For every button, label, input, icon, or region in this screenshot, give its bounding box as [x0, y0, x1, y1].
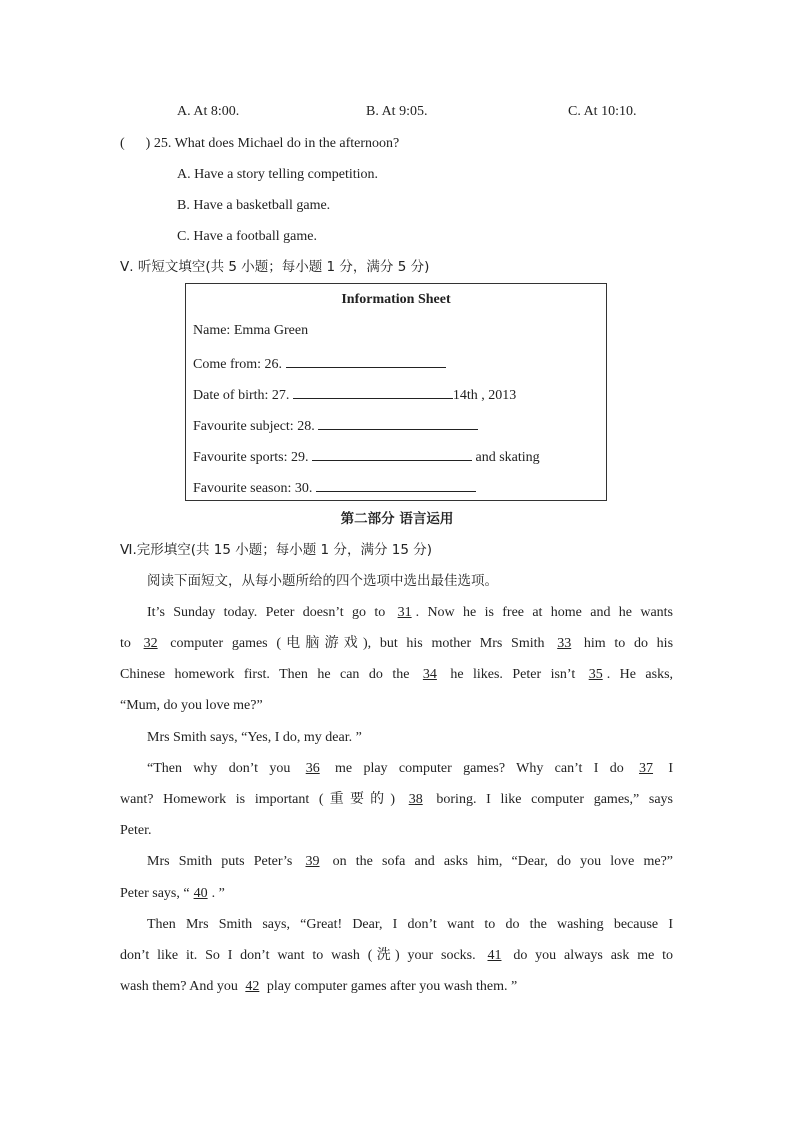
come-from-label: Come from: 26.: [193, 357, 283, 372]
blank-41[interactable]: 41: [487, 948, 502, 963]
sports-suffix: and skating: [475, 450, 540, 465]
question-stem: 25. What does Michael do in the afternoon?: [153, 136, 400, 151]
sheet-subject: [193, 415, 478, 437]
text: It’s Sunday today. Peter doesn’t go to: [147, 605, 386, 620]
blank-35[interactable]: 35: [588, 667, 603, 682]
answer-blank-27[interactable]: [293, 384, 453, 399]
blank-37[interactable]: 37: [639, 761, 654, 776]
answer-blank-29[interactable]: [312, 446, 472, 461]
sheet-name: Name: Emma Green: [193, 323, 309, 338]
section-6-instruction: 阅读下面短文，从每小题所给的四个选项中选出最佳选项。: [147, 573, 498, 589]
text: do you always ask me to: [513, 948, 674, 963]
text: him to do his: [583, 636, 674, 651]
passage-line: Then Mrs Smith says, “Great! Dear, I don’t want to do the washing because I: [147, 917, 673, 932]
date-suffix: 14th , 2013: [452, 388, 517, 403]
passage-line: Mrs Smith says, “Yes, I do, my dear. ”: [147, 730, 362, 745]
text: computer games (电脑游戏), but his mother Mrs Smith: [170, 636, 545, 651]
answer-blank-26[interactable]: [286, 353, 446, 368]
sheet-date-of-birth: [193, 384, 516, 406]
text: Mrs Smith puts Peter’s: [147, 854, 293, 869]
section-5-title: Ⅴ. 听短文填空(共 5 小题；每小题 1 分，满分 5 分): [120, 259, 430, 275]
passage-line: [120, 884, 225, 904]
answer-blank-30[interactable]: [316, 477, 476, 492]
information-sheet: [185, 283, 607, 501]
text: play computer games after you wash them. ”: [266, 979, 518, 994]
text: I: [668, 761, 674, 776]
part-2-title: 第二部分 语言运用: [340, 511, 454, 527]
text: . ”: [211, 886, 225, 901]
option-c: C. Have a football game.: [177, 229, 317, 244]
text: don’t like it. So I don’t want to wash (洗) your socks.: [120, 948, 476, 963]
sheet-season: [193, 477, 476, 499]
blank-42[interactable]: 42: [245, 979, 260, 994]
passage-line: Peter.: [120, 823, 152, 838]
sports-label: Favourite sports: 29.: [193, 450, 309, 465]
text: “Then why don’t you: [147, 761, 291, 776]
blank-31[interactable]: 31: [397, 605, 412, 620]
text: me play computer games? Why can’t I do: [335, 761, 624, 776]
blank-39[interactable]: 39: [305, 854, 320, 869]
option-c: C. At 10:10.: [568, 104, 637, 119]
passage-line: “Mum, do you love me?”: [120, 698, 263, 713]
text: Chinese homework first. Then he can do the: [120, 667, 410, 682]
text: he likes. Peter isn’t: [450, 667, 576, 682]
answer-blank-28[interactable]: [318, 415, 478, 430]
option-b: B. Have a basketball game.: [177, 198, 331, 213]
text: to: [120, 636, 131, 651]
text: boring. I like computer games,” says: [436, 792, 673, 807]
blank-36[interactable]: 36: [305, 761, 320, 776]
passage-line: [147, 603, 673, 623]
passage-line: [147, 852, 673, 872]
option-a: A. Have a story telling competition.: [177, 167, 379, 182]
option-a: A. At 8:00.: [177, 104, 240, 119]
passage-line: [120, 665, 673, 685]
text: wash them? And you: [120, 979, 238, 994]
season-label: Favourite season: 30.: [193, 481, 313, 496]
sheet-title: Information Sheet: [341, 292, 451, 307]
answer-paren: ( ): [120, 136, 151, 151]
text: . He asks,: [606, 667, 674, 682]
passage-line: [120, 946, 673, 966]
sheet-sports: [193, 446, 540, 468]
subject-label: Favourite subject: 28.: [193, 419, 315, 434]
date-of-birth-label: Date of birth: 27.: [193, 388, 290, 403]
blank-34[interactable]: 34: [422, 667, 437, 682]
question-25: [120, 134, 399, 154]
blank-32[interactable]: 32: [143, 636, 158, 651]
blank-40[interactable]: 40: [193, 886, 208, 901]
passage-line: [120, 977, 517, 997]
text: on the sofa and asks him, “Dear, do you love me?”: [332, 854, 673, 869]
text: . Now he is free at home and he wants: [415, 605, 674, 620]
blank-33[interactable]: 33: [557, 636, 572, 651]
section-6-title: Ⅵ.完形填空(共 15 小题；每小题 1 分，满分 15 分): [120, 542, 432, 558]
passage-line: [120, 634, 673, 654]
passage-line: [120, 790, 673, 810]
sheet-come-from: [193, 353, 446, 375]
blank-38[interactable]: 38: [408, 792, 423, 807]
passage-line: [147, 759, 673, 779]
text: want? Homework is important (重要的): [120, 792, 396, 807]
text: Peter says, “: [120, 886, 190, 901]
option-b: B. At 9:05.: [366, 104, 428, 119]
